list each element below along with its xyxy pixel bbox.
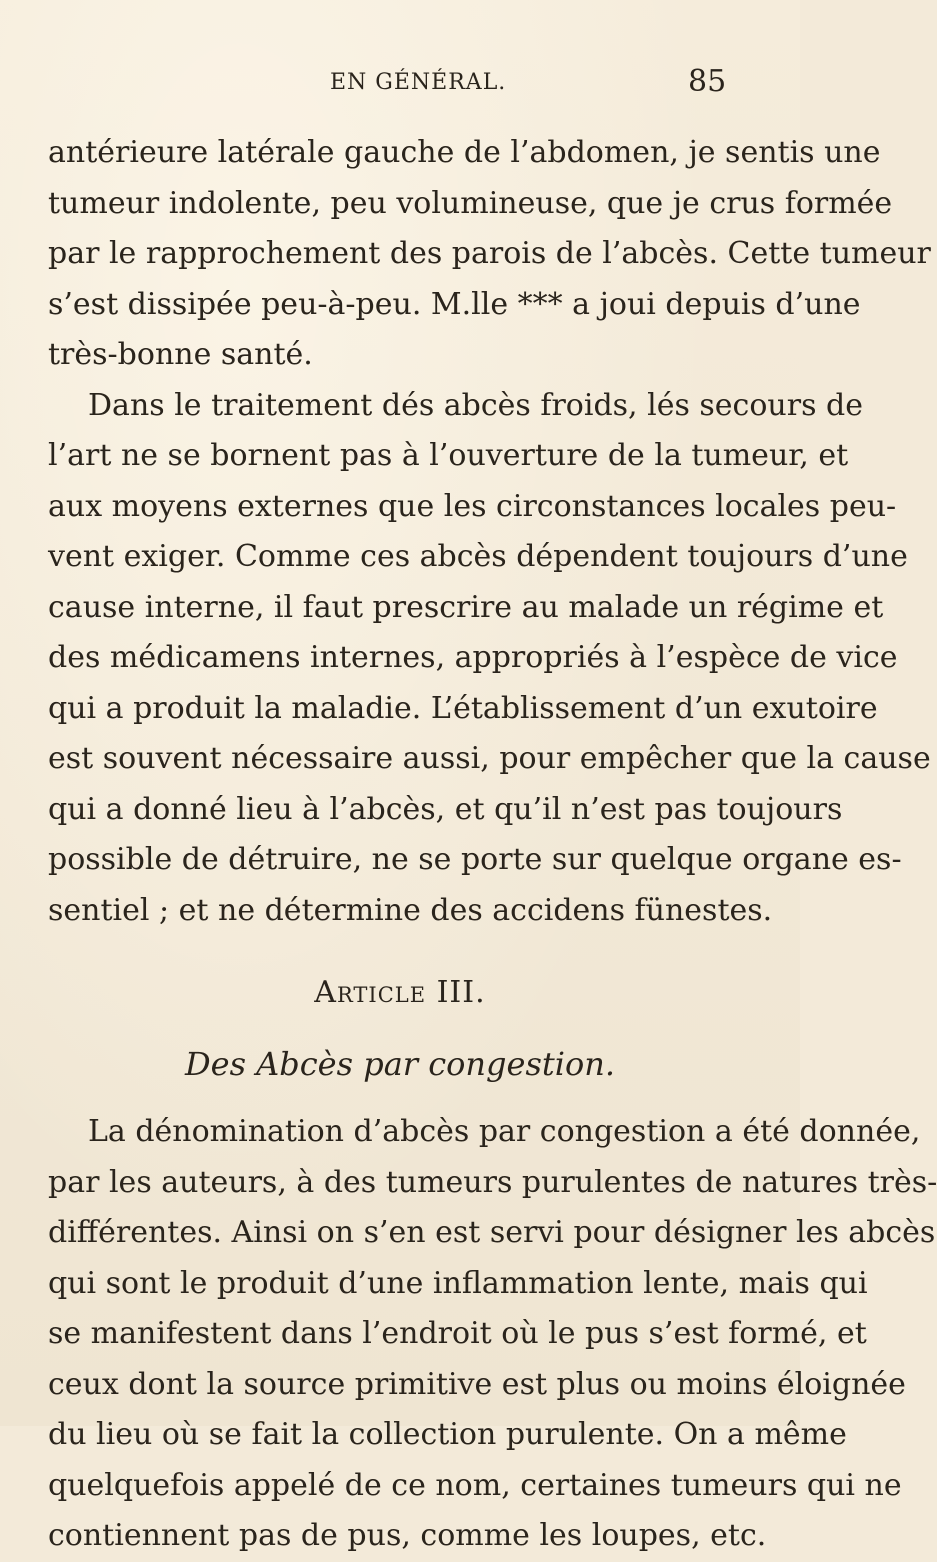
text-line: La dénomination d’abcès par congestion a été donnée, <box>88 1114 921 1149</box>
text-line: cause interne, il faut prescrire au malade un régime et <box>48 589 884 625</box>
text-line: par les auteurs, à des tumeurs purulentes de natures très- <box>48 1164 937 1200</box>
text-line: quelquefois appelé de ce nom, certaines tumeurs qui ne <box>48 1467 902 1503</box>
text-line: antérieure latérale gauche de l’abdomen, je sentis une <box>48 135 881 170</box>
text-line: Dans le traitement dés abcès froids, lés secours de <box>88 387 863 423</box>
text-line: ceux dont la source primitive est plus ou moins éloignée <box>48 1366 906 1402</box>
text-line: par le rapprochement des parois de l’abcès. Cette tumeur <box>48 236 931 271</box>
paragraph-congestion <box>48 1107 937 1562</box>
text-line: s’est dissipée peu-à-peu. M.lle *** a joui depuis d’une <box>48 286 861 322</box>
text-line: contiennent pas de pus, comme les loupes, etc. <box>48 1518 767 1553</box>
text-line: tumeur indolente, peu volumineuse, que je crus formée <box>48 185 893 221</box>
text-line: se manifestent dans l’endroit où le pus s’est formé, et <box>48 1316 867 1351</box>
paragraph-continuation <box>48 128 931 381</box>
text-line: du lieu où se fait la collection purulente. On a même <box>48 1417 847 1452</box>
text-line: est souvent nécessaire aussi, pour empêcher que la cause <box>48 741 931 776</box>
text-line: différentes. Ainsi on s’en est servi pour désigner les abcès <box>48 1215 936 1250</box>
text-line: possible de détruire, ne se porte sur quelque organe es- <box>48 842 902 877</box>
page-header <box>0 62 800 102</box>
text-line: l’art ne se bornent pas à l’ouverture de la tumeur, et <box>48 438 849 473</box>
section-subtitle: Des Abcès par congestion. <box>184 1044 616 1083</box>
paragraph-treatment <box>48 381 931 937</box>
text-line: qui sont le produit d’une inflammation lente, mais qui <box>48 1265 868 1301</box>
text-line: aux moyens externes que les circonstances locales peu- <box>48 488 897 524</box>
text-line: très-bonne santé. <box>48 337 313 372</box>
body-text <box>48 128 937 1562</box>
text-line: des médicamens internes, appropriés à l’espèce de vice <box>48 640 898 675</box>
text-line: qui a produit la maladie. L’établissement d’un exutoire <box>48 690 878 726</box>
page-number: 85 <box>688 64 727 99</box>
text-line: sentiel ; et ne détermine des accidens fünestes. <box>48 892 773 928</box>
text-line: vent exiger. Comme ces abcès dépendent toujours d’une <box>48 539 908 574</box>
text-line: qui a donné lieu à l’abcès, et qu’il n’est pas toujours <box>48 791 843 827</box>
running-head: EN GÉNÉRAL. <box>330 70 507 95</box>
article-heading: Article III. <box>314 975 486 1010</box>
